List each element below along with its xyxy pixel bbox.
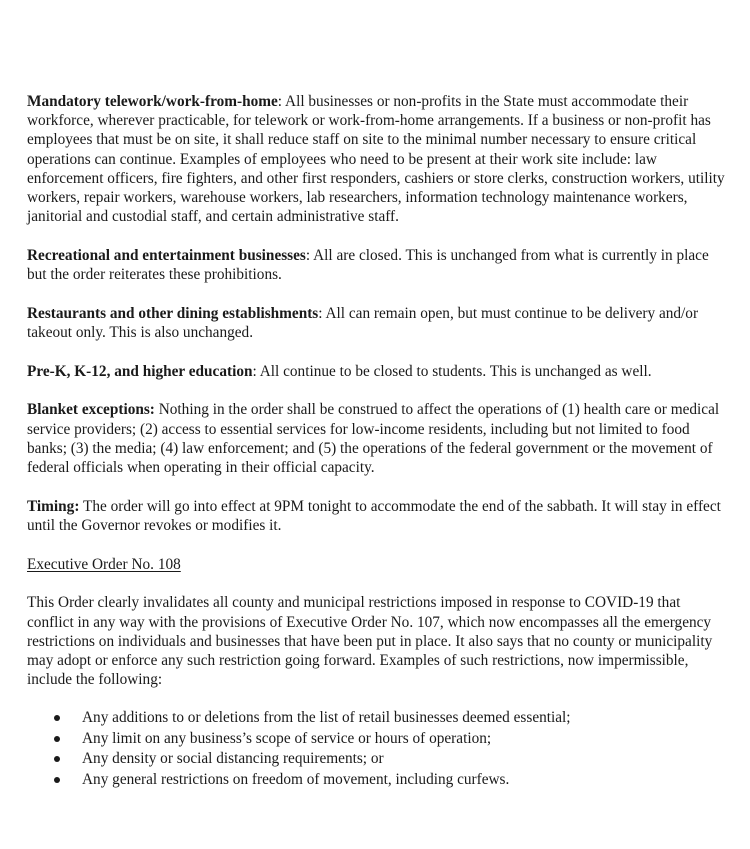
list-item: [27, 749, 727, 769]
paragraph-text: Nothing in the order shall be construed to affect the operations of (1) health care or medical service providers; (2) access to essential services for low-income residents, including but not limited to food banks; (3) the media; (4) law enforcement; and (5) the operations of the federal government or the movement of federal officials when operating in their official capacity.: [27, 401, 720, 477]
paragraph-education: [27, 362, 727, 381]
heading-telework: Mandatory telework/work-from-home: [27, 93, 278, 110]
list-item-text: Any density or social distancing requirements; or: [82, 750, 384, 768]
paragraph-text: All can remain open, but must continue to be delivery and/or takeout only. This is also unchanged.: [27, 304, 699, 342]
bullet-icon: [54, 777, 60, 783]
list-item-text: Any limit on any business’s scope of service or hours of operation;: [82, 729, 492, 747]
executive-order-title: Executive Order No. 108: [27, 555, 181, 573]
paragraph-telework: [27, 92, 727, 226]
list-item-text: Any additions to or deletions from the list of retail businesses deemed essential;: [82, 709, 571, 727]
paragraph-timing: [27, 497, 727, 535]
paragraph-text: The order will go into effect at 9PM tonight to accommodate the end of the sabbath. It will stay in effect until the Governor revokes or modifies it.: [27, 497, 721, 534]
heading-restaurants: Restaurants and other dining establishments: [27, 304, 319, 322]
paragraph-restaurants: [27, 304, 727, 342]
list-item-text: Any general restrictions on freedom of movement, including curfews.: [82, 770, 510, 788]
separator: :: [277, 93, 286, 110]
bullet-icon: [54, 736, 60, 742]
heading-exceptions: Blanket exceptions:: [27, 401, 155, 419]
paragraph-exceptions: [27, 400, 727, 477]
heading-timing: Timing:: [27, 497, 80, 515]
bullet-icon: [54, 715, 60, 721]
restriction-list: [27, 708, 727, 790]
list-item: [27, 708, 727, 728]
paragraph-text: All continue to be closed to students. This is unchanged as well.: [259, 362, 652, 380]
paragraph-recreational: [27, 246, 727, 284]
executive-order-body: This Order clearly invalidates all county and municipal restrictions imposed in response to COVID-19 that conflict in any way with the provisions of Executive Order No. 107, which now encompasses all the emergency restrictions on individuals and businesses that have been put in place. It also says that no county or municipality may adopt or enforce any such restriction going forward. Examples of such restrictions, now impermissible, include the following:: [27, 594, 713, 689]
paragraph-text: All are closed. This is unchanged from what is currently in place but the order reiterates these prohibitions.: [27, 246, 709, 284]
heading-recreational: Recreational and entertainment businesses: [27, 246, 306, 264]
bullet-icon: [54, 756, 60, 762]
separator: :: [318, 304, 326, 322]
separator: :: [305, 246, 314, 264]
list-item: [27, 729, 727, 749]
heading-education: Pre-K, K-12, and higher education: [27, 362, 253, 380]
paragraph-text: All businesses or non-profits in the State must accommodate their workforce, wherever practicable, for telework or work-from-home arrangements. If a business or non-profit has employees that must be on site, it shall reduce staff on site to the minimal number necessary to ensure critical operations can continue. Examples of employees who need to be present at their work site include: law enforcement officers, fire fighters, and other first responders, cashiers or store clerks, construction workers, utility workers, repair workers, warehouse workers, lab researchers, information technology maintenance workers, janitorial and custodial staff, and certain administrative staff.: [27, 93, 725, 226]
document-page: [27, 92, 727, 790]
separator: :: [252, 362, 260, 380]
list-item: [27, 770, 727, 790]
